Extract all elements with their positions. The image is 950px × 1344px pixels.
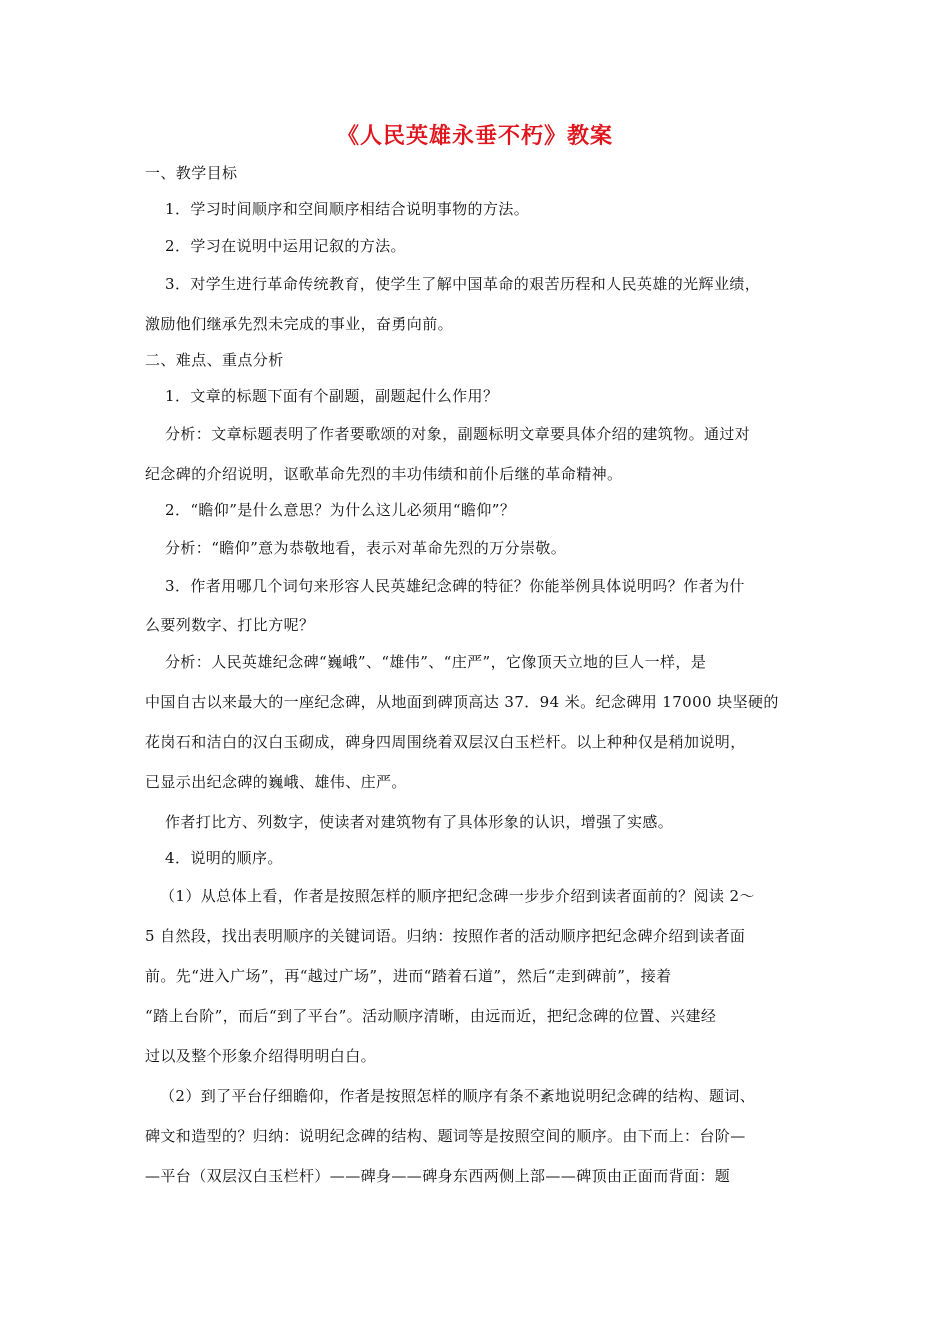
paragraph-line: 1．学习时间顺序和空间顺序相结合说明事物的方法。 xyxy=(165,200,530,218)
paragraph-line: “踏上台阶”，而后“到了平台”。活动顺序清晰，由远而近，把纪念碑的位置、兴建经 xyxy=(145,1007,717,1025)
paragraph-line: 1．文章的标题下面有个副题，副题起什么作用？ xyxy=(165,387,499,405)
paragraph-line: 纪念碑的介绍说明，讴歌革命先烈的丰功伟绩和前仆后继的革命精神。 xyxy=(145,465,623,483)
paragraph-line: 5 自然段，找出表明顺序的关键词语。归纳：按照作者的活动顺序把纪念碑介绍到读者面 xyxy=(145,927,746,945)
paragraph-line: 分析：文章标题表明了作者要歌颂的对象，副题标明文章要具体介绍的建筑物。通过对 xyxy=(165,425,751,443)
paragraph-line: 2．学习在说明中运用记叙的方法。 xyxy=(165,237,406,255)
section-heading-objectives: 一、教学目标 xyxy=(145,164,238,182)
document-title: 《人民英雄永垂不朽》教案 xyxy=(336,124,613,149)
paragraph-line: 分析：人民英雄纪念碑“巍峨”、“雄伟”、“庄严”，它像顶天立地的巨人一样，是 xyxy=(165,653,707,671)
paragraph-line: 前。先“进入广场”，再“越过广场”，进而“踏着石道”，然后“走到碑前”，接着 xyxy=(145,967,672,985)
paragraph-line: 么要列数字、打比方呢？ xyxy=(145,616,315,634)
paragraph-line: （2）到了平台仔细瞻仰，作者是按照怎样的顺序有条不紊地说明纪念碑的结构、题词、 xyxy=(160,1087,756,1105)
paragraph-line: 花岗石和洁白的汉白玉砌成，碑身四周围绕着双层汉白玉栏杆。以上种种仅是稍加说明， xyxy=(145,733,746,751)
paragraph-line: 中国自古以来最大的一座纪念碑，从地面到碑顶高达 37．94 米。纪念碑用 17000 块坚硬的 xyxy=(145,693,779,711)
paragraph-line: 作者打比方、列数字，使读者对建筑物有了具体形象的认识，增强了实感。 xyxy=(165,813,674,831)
paragraph-line: 3．作者用哪几个词句来形容人民英雄纪念碑的特征？你能举例具体说明吗？作者为什 xyxy=(165,577,745,595)
paragraph-line: 激励他们继承先烈未完成的事业，奋勇向前。 xyxy=(145,315,454,333)
paragraph-line: 碑文和造型的？归纳：说明纪念碑的结构、题词等是按照空间的顺序。由下而上：台阶— xyxy=(145,1127,746,1145)
paragraph-line: 3．对学生进行革命传统教育，使学生了解中国革命的艰苦历程和人民英雄的光辉业绩， xyxy=(165,275,761,293)
section-heading-analysis: 二、难点、重点分析 xyxy=(145,351,284,369)
paragraph-line: （1）从总体上看，作者是按照怎样的顺序把纪念碑一步步介绍到读者面前的？阅读 2～ xyxy=(160,887,755,905)
paragraph-line: 已显示出纪念碑的巍峨、雄伟、庄严。 xyxy=(145,773,407,791)
paragraph-line: 4．说明的顺序。 xyxy=(165,849,283,867)
paragraph-line: 2．“瞻仰”是什么意思？为什么这儿必须用“瞻仰”？ xyxy=(165,501,516,519)
paragraph-line: 过以及整个形象介绍得明明白白。 xyxy=(145,1047,377,1065)
paragraph-line: 分析：“瞻仰”意为恭敬地看，表示对革命先烈的万分崇敬。 xyxy=(165,539,567,557)
paragraph-line: —平台（双层汉白玉栏杆）——碑身——碑身东西两侧上部——碑顶由正面而背面：题 xyxy=(145,1167,731,1185)
